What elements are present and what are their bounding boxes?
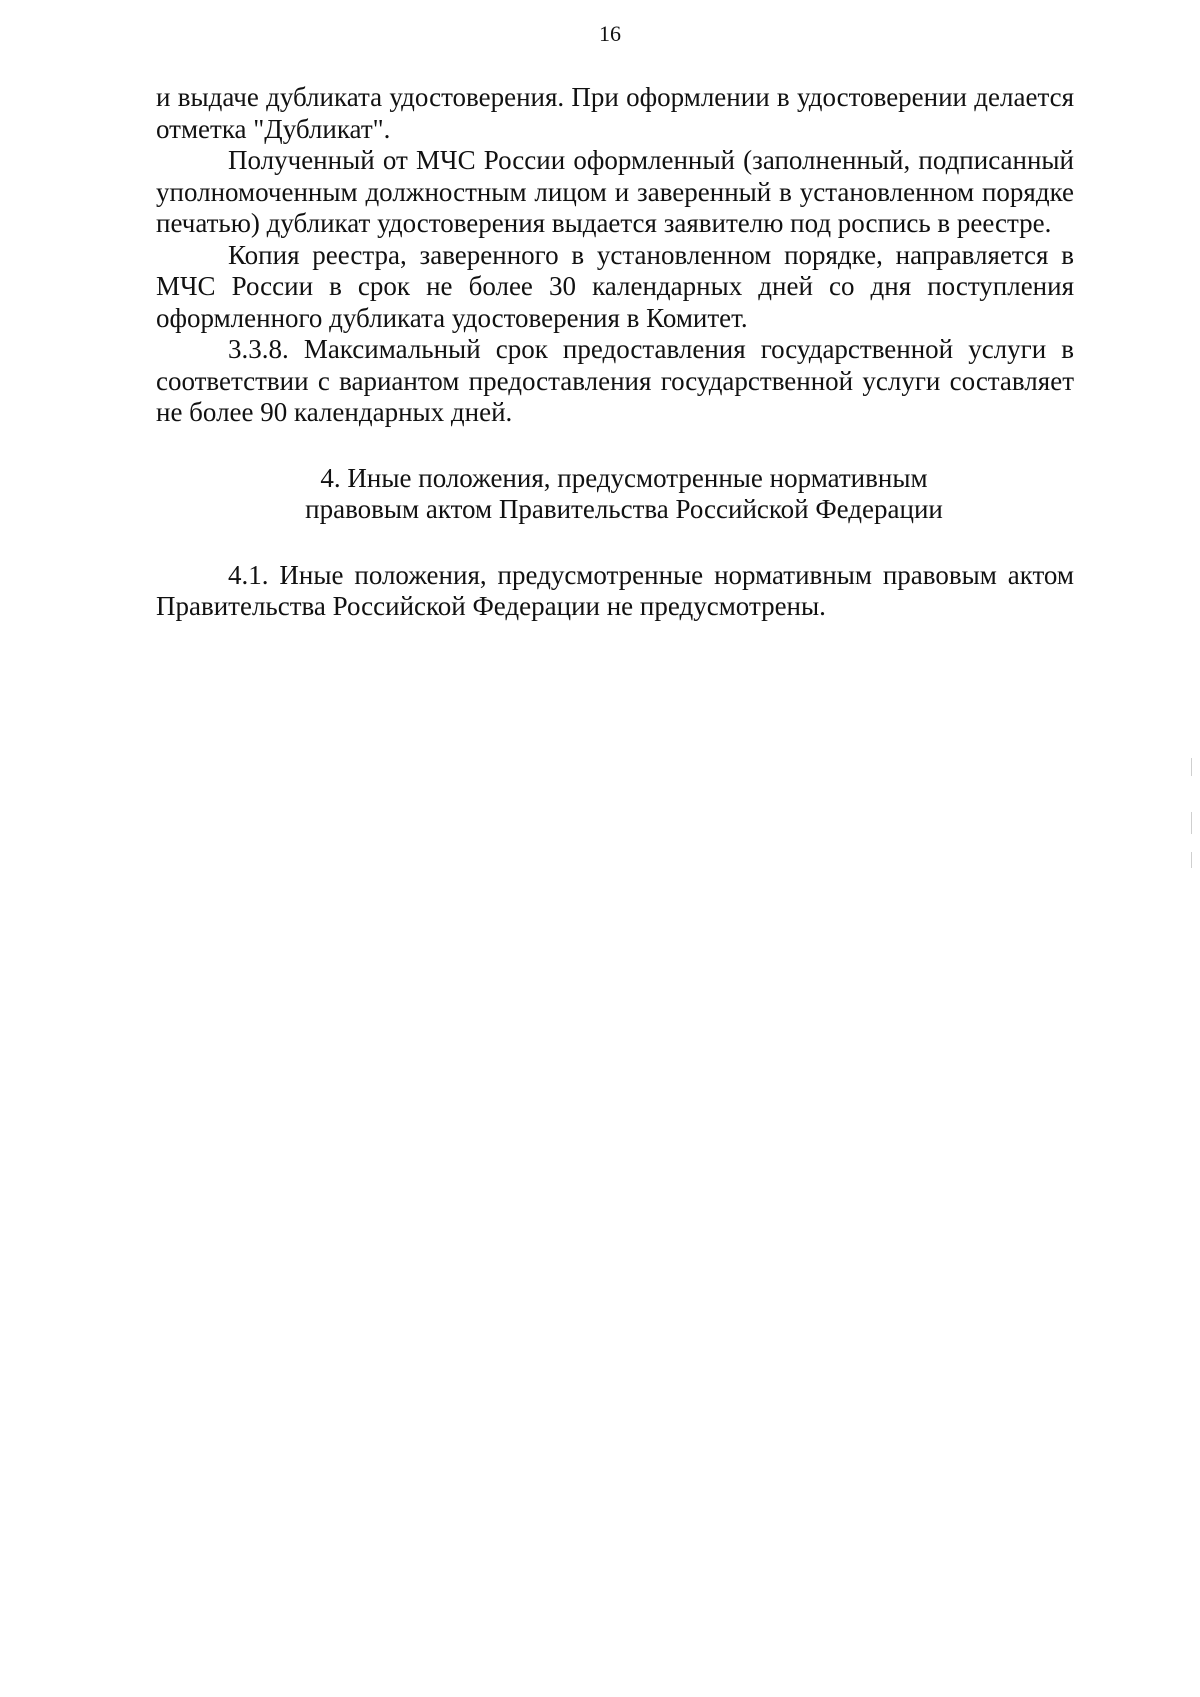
scan-artifact-mark xyxy=(1191,852,1192,868)
section-heading xyxy=(156,463,1074,526)
paragraph-other-provisions: 4.1. Иные положения, предусмотренные нормативным правовым актом Правительства Российской Федерации не предусмотрены. xyxy=(156,559,1074,621)
paragraph-duplicate-issuance: и выдаче дубликата удостоверения. При оформлении в удостоверении делается отметка "Дубликат". xyxy=(156,82,1074,144)
section-body xyxy=(156,560,1074,623)
paragraph-max-term: 3.3.8. Максимальный срок предоставления государственной услуги в соответствии с вариантом предоставления государственной услуги составляет не более 90 календарных дней. xyxy=(156,334,1074,427)
paragraph-duplicate-delivery: Полученный от МЧС России оформленный (заполненный, подписанный уполномоченным должностным лицом и заверенный в установленном порядке печатью) дубликат удостоверения выдается заявителю под роспись в реестре. xyxy=(156,145,1074,238)
paragraph-registry-copy: Копия реестра, заверенного в установленном порядке, направляется в МЧС России в срок не более 30 календарных дней со дня поступления оформленного дубликата удостоверения в Комитет. xyxy=(156,239,1074,333)
scan-artifact-mark xyxy=(1191,812,1192,834)
scan-artifact-mark xyxy=(1191,758,1192,776)
document-body xyxy=(156,82,1074,623)
page-number: 16 xyxy=(599,21,621,46)
section-heading-line-2: правовым актом Правительства Российской Федерации xyxy=(305,494,943,524)
section-heading-line-1: 4. Иные положения, предусмотренные нормативным xyxy=(320,462,928,493)
